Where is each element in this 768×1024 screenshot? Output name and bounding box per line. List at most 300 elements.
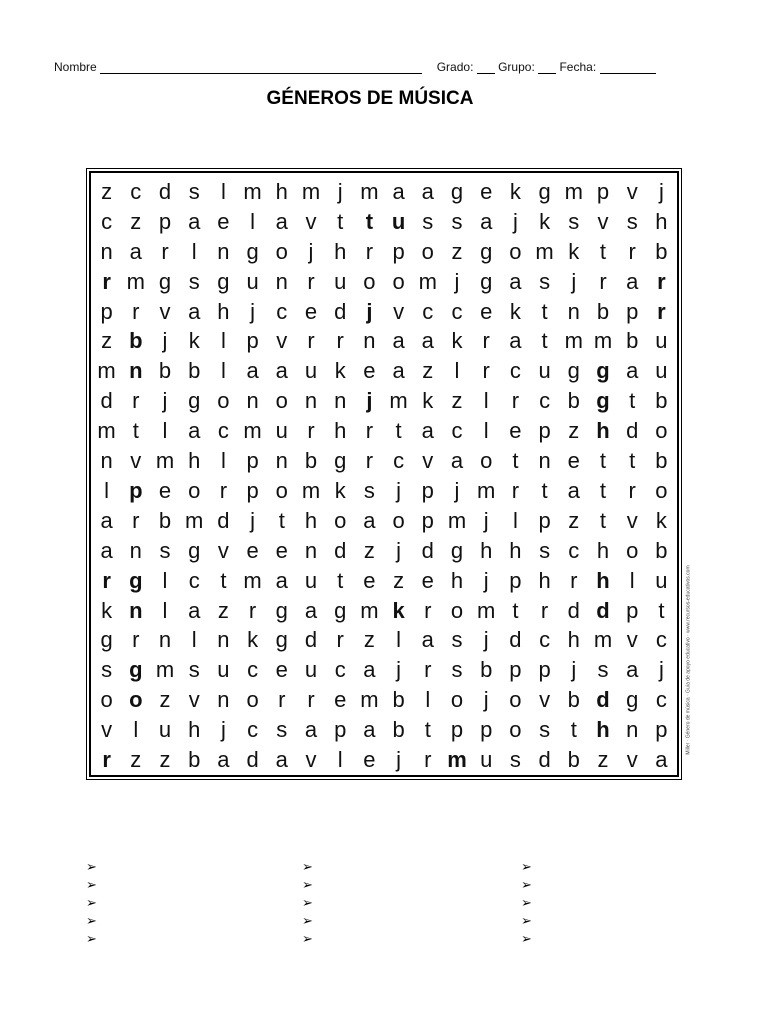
fecha-field[interactable] <box>600 61 656 74</box>
grid-letter[interactable]: j <box>396 747 402 773</box>
grid-letter[interactable]: s <box>539 268 551 294</box>
grid-letter[interactable]: t <box>599 477 607 503</box>
grid-letter[interactable]: r <box>132 388 140 414</box>
grid-letter[interactable]: n <box>304 388 318 414</box>
grid-letter[interactable]: v <box>276 328 288 354</box>
grid-letter[interactable]: o <box>509 238 522 264</box>
grid-letter[interactable]: h <box>596 537 610 563</box>
grid-letter[interactable]: g <box>538 178 551 204</box>
grid-letter[interactable]: o <box>450 687 464 713</box>
grid-letter[interactable]: g <box>596 388 610 414</box>
grid-letter[interactable]: l <box>191 627 197 653</box>
grid-letter[interactable]: a <box>392 178 405 204</box>
grid-letter[interactable]: r <box>132 627 140 653</box>
grid-letter[interactable]: r <box>657 298 666 324</box>
grid-letter[interactable]: g <box>275 627 288 653</box>
grid-letter[interactable]: p <box>421 477 434 503</box>
grid-letter[interactable]: h <box>596 418 610 444</box>
grid-letter[interactable]: g <box>450 178 464 204</box>
grid-letter[interactable]: m <box>185 507 204 533</box>
grid-letter[interactable]: m <box>447 747 467 773</box>
grid-letter[interactable]: s <box>626 208 638 234</box>
grid-letter[interactable]: c <box>422 298 434 324</box>
grid-letter[interactable]: o <box>509 687 522 713</box>
grid-letter[interactable]: p <box>158 208 172 234</box>
grid-letter[interactable]: d <box>596 687 610 713</box>
grid-letter[interactable]: u <box>304 358 318 384</box>
grid-letter[interactable]: n <box>275 448 288 474</box>
grid-letter[interactable]: t <box>365 208 374 234</box>
grid-letter[interactable]: r <box>599 268 607 294</box>
grid-letter[interactable]: c <box>568 537 580 563</box>
grid-letter[interactable]: b <box>304 448 318 474</box>
grid-letter[interactable]: p <box>334 717 347 743</box>
grid-letter[interactable]: o <box>275 477 288 503</box>
grid-letter[interactable]: l <box>220 448 226 474</box>
grid-letter[interactable]: s <box>101 657 113 683</box>
grid-letter[interactable]: l <box>337 747 343 773</box>
grid-letter[interactable]: b <box>626 328 639 354</box>
grid-letter[interactable]: u <box>304 567 318 593</box>
grid-letter[interactable]: e <box>334 687 347 713</box>
grid-letter[interactable]: b <box>188 747 201 773</box>
grid-letter[interactable]: o <box>100 687 113 713</box>
grid-letter[interactable]: s <box>451 208 463 234</box>
grid-letter[interactable]: z <box>217 597 229 623</box>
grid-letter[interactable]: g <box>480 238 493 264</box>
grid-letter[interactable]: u <box>334 268 347 294</box>
grid-letter[interactable]: a <box>275 358 288 384</box>
grid-letter[interactable]: k <box>101 597 113 623</box>
grid-letter[interactable]: u <box>246 268 259 294</box>
grid-letter[interactable]: m <box>389 388 408 414</box>
grid-letter[interactable]: r <box>132 298 140 324</box>
grid-letter[interactable]: p <box>509 567 522 593</box>
grid-letter[interactable]: a <box>480 208 493 234</box>
grid-letter[interactable]: l <box>425 687 431 713</box>
grid-letter[interactable]: p <box>246 448 259 474</box>
grid-letter[interactable]: t <box>541 328 548 354</box>
grid-letter[interactable]: j <box>454 268 460 294</box>
grid-letter[interactable]: h <box>509 537 522 563</box>
grid-letter[interactable]: n <box>217 238 230 264</box>
grid-letter[interactable]: p <box>129 477 143 503</box>
grid-letter[interactable]: a <box>304 717 318 743</box>
grid-letter[interactable]: r <box>307 268 315 294</box>
grid-letter[interactable]: b <box>655 448 668 474</box>
grid-letter[interactable]: t <box>278 507 285 533</box>
grid-letter[interactable]: r <box>248 597 257 623</box>
grid-letter[interactable]: j <box>220 717 226 743</box>
grid-letter[interactable]: j <box>250 298 256 324</box>
grid-letter[interactable]: r <box>570 567 578 593</box>
grid-letter[interactable]: p <box>392 238 405 264</box>
grid-letter[interactable]: t <box>541 298 548 324</box>
grid-letter[interactable]: t <box>629 388 636 414</box>
grid-letter[interactable]: t <box>337 208 344 234</box>
grid-letter[interactable]: v <box>217 537 229 563</box>
grid-letter[interactable]: m <box>243 178 262 204</box>
grid-letter[interactable]: a <box>626 358 639 384</box>
grid-letter[interactable]: l <box>483 388 489 414</box>
grid-letter[interactable]: b <box>567 687 580 713</box>
grid-letter[interactable]: m <box>477 477 496 503</box>
grid-letter[interactable]: r <box>102 268 111 294</box>
grid-letter[interactable]: c <box>655 627 667 653</box>
grid-letter[interactable]: v <box>305 747 317 773</box>
grid-letter[interactable]: a <box>509 328 522 354</box>
grid-letter[interactable]: d <box>538 747 551 773</box>
grid-letter[interactable]: o <box>392 507 405 533</box>
grid-letter[interactable]: s <box>451 627 463 653</box>
grid-letter[interactable]: v <box>393 298 405 324</box>
grid-letter[interactable]: g <box>129 567 143 593</box>
grid-letter[interactable]: a <box>246 358 259 384</box>
grid-letter[interactable]: u <box>655 358 668 384</box>
grid-letter[interactable]: l <box>162 418 168 444</box>
grid-letter[interactable]: b <box>480 657 493 683</box>
grid-letter[interactable]: j <box>396 657 402 683</box>
grid-letter[interactable]: a <box>626 657 639 683</box>
grid-letter[interactable]: t <box>220 567 227 593</box>
grid-letter[interactable]: v <box>626 178 638 204</box>
grid-letter[interactable]: p <box>480 717 493 743</box>
grid-letter[interactable]: o <box>392 268 405 294</box>
grid-letter[interactable]: t <box>541 477 548 503</box>
grid-letter[interactable]: b <box>158 507 172 533</box>
grid-letter[interactable]: g <box>188 537 201 563</box>
grid-letter[interactable]: a <box>188 597 201 623</box>
grid-letter[interactable]: m <box>155 657 175 683</box>
grid-letter[interactable]: h <box>188 717 201 743</box>
grid-letter[interactable]: b <box>129 328 143 354</box>
grid-letter[interactable]: s <box>363 477 375 503</box>
grid-letter[interactable]: p <box>538 418 551 444</box>
grid-letter[interactable]: n <box>129 358 143 384</box>
grid-letter[interactable]: v <box>130 448 142 474</box>
grid-letter[interactable]: p <box>655 717 668 743</box>
grid-letter[interactable]: e <box>480 298 493 324</box>
grid-letter[interactable]: r <box>307 328 315 354</box>
grid-letter[interactable]: v <box>626 747 638 773</box>
grid-letter[interactable]: l <box>454 358 460 384</box>
grid-letter[interactable]: a <box>363 507 376 533</box>
grid-letter[interactable]: v <box>101 717 113 743</box>
grid-letter[interactable]: j <box>396 477 402 503</box>
grid-letter[interactable]: k <box>568 238 580 264</box>
grid-letter[interactable]: a <box>421 418 434 444</box>
grado-field[interactable] <box>477 61 495 74</box>
grid-letter[interactable]: k <box>188 328 200 354</box>
grupo-field[interactable] <box>538 61 556 74</box>
grid-letter[interactable]: v <box>188 687 200 713</box>
grid-letter[interactable]: o <box>188 477 201 503</box>
grid-letter[interactable]: g <box>188 388 201 414</box>
grid-letter[interactable]: r <box>511 477 520 503</box>
grid-letter[interactable]: z <box>597 747 609 773</box>
grid-letter[interactable]: r <box>102 747 111 773</box>
grid-letter[interactable]: k <box>509 178 521 204</box>
grid-letter[interactable]: a <box>392 358 405 384</box>
grid-letter[interactable]: n <box>626 717 639 743</box>
grid-letter[interactable]: e <box>363 567 376 593</box>
grid-letter[interactable]: a <box>363 717 376 743</box>
grid-letter[interactable]: g <box>100 627 113 653</box>
nombre-field[interactable] <box>100 61 422 74</box>
grid-letter[interactable]: s <box>568 208 580 234</box>
grid-letter[interactable]: d <box>334 298 347 324</box>
grid-letter[interactable]: o <box>450 597 464 623</box>
grid-letter[interactable]: d <box>567 597 580 623</box>
grid-letter[interactable]: o <box>655 477 668 503</box>
grid-letter[interactable]: m <box>301 178 321 204</box>
grid-letter[interactable]: g <box>480 268 493 294</box>
grid-letter[interactable]: h <box>334 238 347 264</box>
grid-letter[interactable]: s <box>159 537 171 563</box>
grid-letter[interactable]: r <box>336 328 344 354</box>
grid-letter[interactable]: k <box>539 208 551 234</box>
grid-letter[interactable]: d <box>158 178 172 204</box>
grid-letter[interactable]: b <box>567 388 580 414</box>
grid-letter[interactable]: l <box>629 567 635 593</box>
grid-letter[interactable]: z <box>451 388 463 414</box>
grid-letter[interactable]: k <box>451 328 463 354</box>
grid-letter[interactable]: k <box>655 507 667 533</box>
grid-letter[interactable]: j <box>571 268 577 294</box>
grid-letter[interactable]: j <box>396 537 402 563</box>
grid-letter[interactable]: a <box>626 268 639 294</box>
grid-letter[interactable]: t <box>512 597 519 623</box>
grid-letter[interactable]: d <box>334 537 347 563</box>
grid-letter[interactable]: t <box>629 448 636 474</box>
grid-letter[interactable]: p <box>538 657 551 683</box>
grid-letter[interactable]: z <box>568 418 580 444</box>
grid-letter[interactable]: m <box>564 178 583 204</box>
grid-letter[interactable]: h <box>567 627 580 653</box>
grid-letter[interactable]: a <box>100 537 113 563</box>
grid-letter[interactable]: r <box>628 238 636 264</box>
grid-letter[interactable]: s <box>188 657 200 683</box>
grid-letter[interactable]: s <box>539 717 551 743</box>
grid-letter[interactable]: a <box>509 268 522 294</box>
grid-letter[interactable]: j <box>483 507 489 533</box>
grid-letter[interactable]: a <box>421 178 434 204</box>
grid-letter[interactable]: b <box>392 717 405 743</box>
grid-letter[interactable]: g <box>596 358 610 384</box>
grid-letter[interactable]: z <box>130 747 142 773</box>
grid-letter[interactable]: n <box>217 627 230 653</box>
grid-letter[interactable]: a <box>188 418 201 444</box>
grid-letter[interactable]: m <box>447 507 467 533</box>
grid-letter[interactable]: t <box>512 448 519 474</box>
grid-letter[interactable]: p <box>246 477 259 503</box>
grid-letter[interactable]: r <box>424 747 432 773</box>
grid-letter[interactable]: s <box>597 657 609 683</box>
grid-letter[interactable]: j <box>162 328 168 354</box>
grid-letter[interactable]: o <box>275 238 288 264</box>
grid-letter[interactable]: c <box>393 448 405 474</box>
grid-letter[interactable]: n <box>246 388 259 414</box>
grid-letter[interactable]: r <box>278 687 286 713</box>
grid-letter[interactable]: p <box>596 178 610 204</box>
grid-letter[interactable]: r <box>102 567 111 593</box>
grid-letter[interactable]: s <box>188 268 200 294</box>
grid-letter[interactable]: r <box>482 328 490 354</box>
grid-letter[interactable]: j <box>337 178 343 204</box>
grid-letter[interactable]: v <box>626 507 638 533</box>
grid-letter[interactable]: c <box>247 717 259 743</box>
grid-letter[interactable]: t <box>337 567 344 593</box>
grid-letter[interactable]: r <box>511 388 520 414</box>
grid-letter[interactable]: p <box>450 717 464 743</box>
grid-letter[interactable]: m <box>360 597 379 623</box>
grid-letter[interactable]: m <box>97 358 116 384</box>
grid-letter[interactable]: n <box>538 448 551 474</box>
grid-letter[interactable]: h <box>275 178 288 204</box>
grid-letter[interactable]: a <box>275 747 288 773</box>
grid-letter[interactable]: h <box>596 567 610 593</box>
grid-letter[interactable]: t <box>599 238 607 264</box>
grid-letter[interactable]: e <box>363 747 376 773</box>
grid-letter[interactable]: s <box>509 747 521 773</box>
grid-letter[interactable]: u <box>655 567 668 593</box>
grid-letter[interactable]: e <box>480 178 493 204</box>
grid-letter[interactable]: r <box>540 597 549 623</box>
grid-letter[interactable]: a <box>217 747 230 773</box>
grid-letter[interactable]: s <box>422 208 434 234</box>
grid-letter[interactable]: m <box>564 328 583 354</box>
grid-letter[interactable]: t <box>424 717 431 743</box>
grid-letter[interactable]: b <box>158 358 172 384</box>
grid-letter[interactable]: b <box>655 537 668 563</box>
grid-letter[interactable]: a <box>304 597 318 623</box>
grid-letter[interactable]: d <box>509 627 522 653</box>
grid-letter[interactable]: o <box>421 238 434 264</box>
grid-letter[interactable]: j <box>308 238 314 264</box>
grid-letter[interactable]: p <box>509 657 522 683</box>
grid-letter[interactable]: r <box>628 477 636 503</box>
grid-letter[interactable]: h <box>596 717 610 743</box>
grid-letter[interactable]: n <box>129 537 142 563</box>
grid-letter[interactable]: b <box>655 388 668 414</box>
grid-letter[interactable]: p <box>538 507 551 533</box>
grid-letter[interactable]: u <box>538 358 551 384</box>
grid-letter[interactable]: z <box>568 507 580 533</box>
grid-letter[interactable]: d <box>626 418 639 444</box>
grid-letter[interactable]: e <box>567 448 580 474</box>
grid-letter[interactable]: r <box>424 597 432 623</box>
grid-letter[interactable]: n <box>363 328 376 354</box>
grid-letter[interactable]: e <box>275 657 288 683</box>
grid-letter[interactable]: k <box>392 597 405 623</box>
grid-letter[interactable]: j <box>454 477 460 503</box>
grid-letter[interactable]: v <box>159 298 171 324</box>
grid-letter[interactable]: p <box>626 298 639 324</box>
grid-letter[interactable]: m <box>360 178 379 204</box>
grid-letter[interactable]: b <box>655 238 668 264</box>
grid-letter[interactable]: l <box>191 238 197 264</box>
grid-letter[interactable]: l <box>483 418 489 444</box>
grid-letter[interactable]: g <box>217 268 230 294</box>
grid-letter[interactable]: m <box>593 627 613 653</box>
grid-letter[interactable]: s <box>188 178 200 204</box>
grid-letter[interactable]: o <box>626 537 639 563</box>
grid-letter[interactable]: c <box>655 687 667 713</box>
grid-letter[interactable]: d <box>596 597 610 623</box>
grid-letter[interactable]: r <box>365 418 374 444</box>
grid-letter[interactable]: a <box>100 507 113 533</box>
grid-letter[interactable]: r <box>132 507 140 533</box>
grid-letter[interactable]: m <box>243 418 262 444</box>
grid-letter[interactable]: e <box>217 208 230 234</box>
grid-letter[interactable]: j <box>366 388 373 414</box>
grid-letter[interactable]: a <box>188 208 201 234</box>
grid-letter[interactable]: z <box>101 328 113 354</box>
grid-letter[interactable]: a <box>129 238 142 264</box>
grid-letter[interactable]: n <box>217 687 230 713</box>
grid-letter[interactable]: d <box>246 747 259 773</box>
grid-letter[interactable]: e <box>363 358 376 384</box>
grid-letter[interactable]: d <box>100 388 113 414</box>
grid-letter[interactable]: m <box>477 597 496 623</box>
grid-letter[interactable]: p <box>421 507 434 533</box>
grid-letter[interactable]: t <box>395 418 402 444</box>
grid-letter[interactable]: g <box>246 238 259 264</box>
grid-letter[interactable]: c <box>539 627 551 653</box>
grid-letter[interactable]: l <box>396 627 402 653</box>
grid-letter[interactable]: l <box>220 328 226 354</box>
grid-letter[interactable]: u <box>304 657 318 683</box>
grid-letter[interactable]: e <box>158 477 172 503</box>
grid-letter[interactable]: g <box>450 537 464 563</box>
grid-letter[interactable]: c <box>101 208 113 234</box>
grid-letter[interactable]: n <box>304 537 318 563</box>
grid-letter[interactable]: a <box>363 657 376 683</box>
grid-letter[interactable]: l <box>133 717 139 743</box>
grid-letter[interactable]: c <box>130 178 142 204</box>
grid-letter[interactable]: a <box>421 627 434 653</box>
grid-letter[interactable]: b <box>596 298 610 324</box>
grid-letter[interactable]: d <box>217 507 230 533</box>
grid-letter[interactable]: l <box>250 208 256 234</box>
grid-letter[interactable]: g <box>567 358 580 384</box>
grid-letter[interactable]: c <box>509 358 521 384</box>
grid-letter[interactable]: p <box>246 328 259 354</box>
grid-letter[interactable]: o <box>480 448 493 474</box>
grid-letter[interactable]: n <box>129 597 143 623</box>
grid-letter[interactable]: m <box>360 687 379 713</box>
grid-letter[interactable]: l <box>220 178 226 204</box>
grid-letter[interactable]: e <box>421 567 434 593</box>
grid-letter[interactable]: j <box>512 208 518 234</box>
grid-letter[interactable]: k <box>334 477 346 503</box>
grid-letter[interactable]: a <box>392 328 405 354</box>
grid-letter[interactable]: n <box>567 298 580 324</box>
grid-letter[interactable]: m <box>126 268 145 294</box>
grid-letter[interactable]: p <box>100 298 113 324</box>
grid-letter[interactable]: m <box>301 477 321 503</box>
grid-letter[interactable]: g <box>334 597 347 623</box>
grid-letter[interactable]: h <box>655 208 668 234</box>
grid-letter[interactable]: r <box>219 477 228 503</box>
grid-letter[interactable]: l <box>104 477 110 503</box>
grid-letter[interactable]: k <box>422 388 434 414</box>
grid-letter[interactable]: e <box>304 298 318 324</box>
grid-letter[interactable]: r <box>365 448 374 474</box>
grid-letter[interactable]: b <box>567 747 580 773</box>
grid-letter[interactable]: r <box>365 238 374 264</box>
grid-letter[interactable]: u <box>217 657 230 683</box>
